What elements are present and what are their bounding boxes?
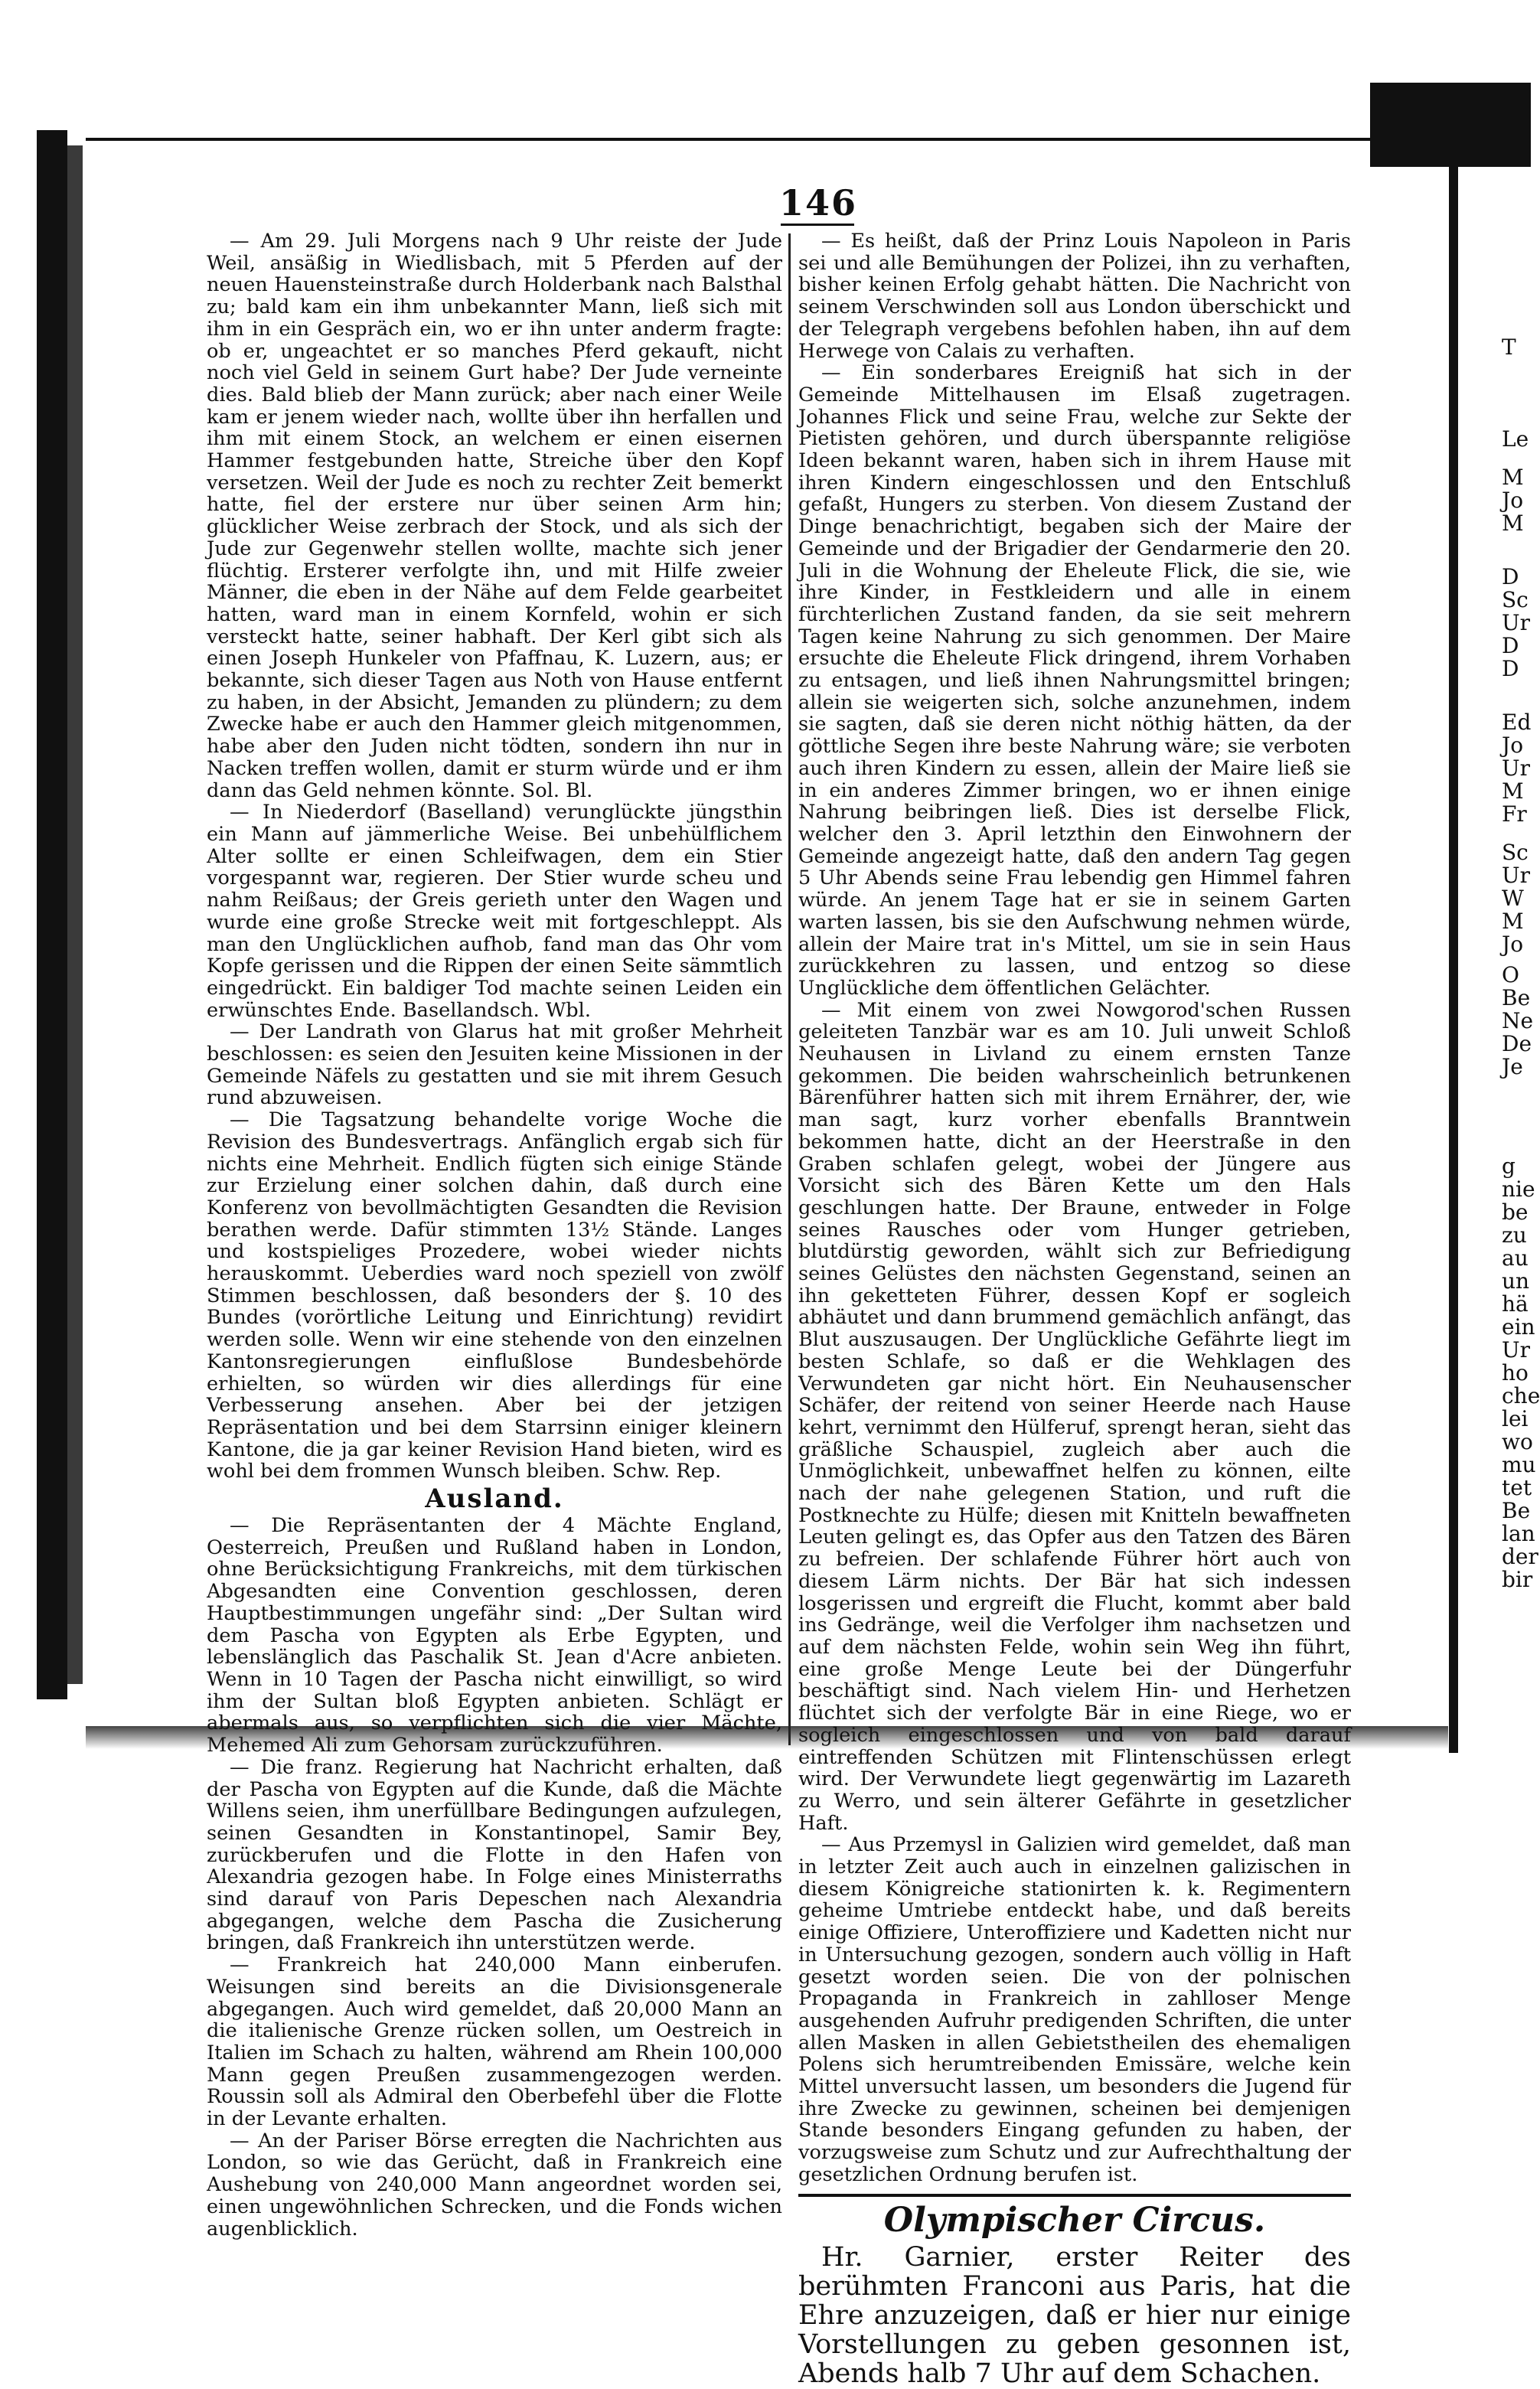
facing-page-fragment: Sc (1502, 587, 1529, 612)
column-divider (788, 233, 791, 1745)
article-convention: — Die Repräsentanten der 4 Mächte England, Oesterreich, Preußen und Rußland haben in London, ohne Berücksichtigung Frankreichs, mit dem türkischen Abgesandten eine Convention geschlossen, deren Hauptbestimmungen ungefähr sind: „Der Sultan wird dem Pascha von Egypten als Erbe Egypten, und lebenslänglich das Paschalik St. Jean d'Acre anbieten. Wenn in 10 Tagen der Pascha nicht einwilligt, so wird ihm der Sultan bloß Egypten anbieten. Schlägt er abermals aus, so verpflichten sich die vier Mächte, Mehemed Ali zum Gehorsam zurückzuführen. (207, 1514, 782, 1757)
facing-page-fragment: wo (1502, 1429, 1533, 1454)
facing-page-fragment: D (1502, 633, 1519, 658)
facing-page-fragment: che (1502, 1383, 1540, 1408)
facing-page-fragment: T (1502, 335, 1516, 360)
article-pascha: — Die franz. Regierung hat Nachricht erhalten, daß der Pascha von Egypten auf die Kunde, daß die Mächte Willens seien, ihm unerfüllbare Bedingungen aufzulegen, seinen Gesandten in Konstantinopel, Samir Bey, zurückberufen und die Flotte in den Hafen von Alexandria gezogen habe. In Folge eines Ministerraths sind darauf von Paris Depeschen nach Alexandria abgegangen, welche dem Pascha die Zusicherung bringen, daß Frankreich ihn unterstützen werde. (207, 1755, 782, 1955)
facing-page-fragment: Be (1502, 985, 1531, 1010)
facing-page-fragment: tet (1502, 1475, 1532, 1500)
right-column (798, 230, 1351, 2388)
facing-page-fragment: mu (1502, 1452, 1536, 1477)
book-spine-edge (37, 130, 67, 1699)
article-napoleon: — Es heißt, daß der Prinz Louis Napoleon in Paris sei und alle Bemühungen der Polizei, ihn zu verhaften, bisher keinen Erfolg gehabt hätten. Die Nachricht von seinem Verschwinden soll aus London überschickt und der Telegraph vergebens befohlen haben, ihn auf dem Herwege von Calais zu verhaften. (798, 230, 1351, 363)
facing-page-fragment: hä (1502, 1291, 1529, 1317)
section-title-ausland: Ausland. (425, 1483, 564, 1515)
facing-page-fragment: g (1502, 1154, 1516, 1179)
notice-body: Hr. Garnier, erster Reiter des berühmten Franconi aus Paris, hat die Ehre anzuzeigen, daß er hier nur einige Vorstellungen zu geben gesonnen ist, Abends halb 7 Uhr auf dem Schachen. (798, 2241, 1351, 2389)
facing-page-fragment: Ed (1502, 710, 1532, 735)
facing-page-fragment: ein (1502, 1314, 1535, 1340)
article-jude-weil: — Am 29. Juli Morgens nach 9 Uhr reiste der Jude Weil, ansäßig in Wiedlisbach, mit 5 Pferden auf der neuen Hauensteinstraße durch Holderbank nach Balsthal zu; bald kam ein ihm unbekannter Mann, ließ sich mit ihm in ein Gespräch ein, wo er ihn unter anderm fragte: ob er, ungeachtet er so manches Pferd gekauft, nicht noch viel Geld in seinem Gurt habe? Der Jude verneinte dies. Bald blieb der Mann zurück; aber nach einer Weile kam er jenem wieder nach, wollte über ihn herfallen und ihm mit einem Stock, an welchem er einen eisernen Hammer festgebunden hatte, Streiche über den Kopf versetzen. Weil der Jude es noch zu rechter Zeit bemerkt hatte, fiel der erstere nur über seinen Arm hin; glücklicher Weise zerbrach der Stock, und als sich der Jude zur Gegenwehr stellen wollte, machte sich jener flüchtig. Ersterer verfolgte ihn, und mit Hilfe zweier Männer, die eben in der Nähe auf dem Felde gearbeitet hatten, ward man in einem Kornfeld, wohin er sich versteckt hatte, seiner habhaft. Der Kerl gibt sich als einen Joseph Hunkeler von Pfaffnau, K. Luzern, aus; er bekannte, sich dieser Tagen aus Noth von Hause entfernt zu haben, in der Absicht, Jemanden zu plündern; zu dem Zwecke habe er auch den Hammer gleich mitgenommen, habe aber den Juden nicht tödten, sondern ihn nur in Nacken treffen wollen, damit er sturm würde und er ihm dann das Geld nehmen könnte. Sol. Bl. (207, 230, 782, 802)
facing-page-fragment: lei (1502, 1406, 1529, 1431)
article-niederdorf: — In Niederdorf (Baselland) verunglückte jüngsthin ein Mann auf jämmerliche Weise. Bei unbehülflichem Alter sollte er einen Schleifwagen, dem ein Stier vorgespannt war, regieren. Der Stier wurde scheu und nahm Reißaus; der Greis gerieth unter den Wagen und wurde eine große Strecke weit mit fortgeschleppt. Als man den Unglücklichen aufhob, fand man das Ohr vom Kopfe gerissen und die Rippen der einen Seite sämmtlich eingedrückt. Ein baldiger Tod machte seinen Leiden ein erwünschtes Ende. Basellandsch. Wbl. (207, 801, 782, 1022)
article-glarus: — Der Landrath von Glarus hat mit großer Mehrheit beschlossen: es seien den Jesuiten keine Missionen in der Gemeinde Näfels zu gestatten und sie mit ihrem Gesuch rund abzuweisen. (207, 1020, 782, 1110)
notice-text (798, 2243, 1351, 2388)
facing-page-fragment: be (1502, 1199, 1529, 1225)
facing-page-fragment: Ne (1502, 1008, 1534, 1033)
facing-page-fragment: au (1502, 1245, 1529, 1271)
facing-page-fragment: un (1502, 1268, 1530, 1294)
facing-page-fragment: nie (1502, 1177, 1535, 1202)
facing-page-fragment: Be (1502, 1498, 1531, 1523)
facing-page-fragment: Jo (1502, 932, 1524, 957)
book-spine-shadow (67, 145, 83, 1684)
facing-page-fragment: W (1502, 886, 1524, 911)
article-przemysl: — Aus Przemysl in Galizien wird gemeldet, daß man in letzter Zeit auch auch in einzelnen galizischen in diesem Königreiche stationirten k. k. Regimentern geheime Umtriebe entdeckt habe, und daß bereits einige Offiziere, Unteroffiziere und Kadetten nicht nur in Untersuchung gezogen, sondern auch völlig in Haft gesetzt worden seien. Die von der polnischen Propaganda in Frankreich in zahlloser Menge ausgehenden Aufruhr predigenden Schriften, die unter allen Masken in allen Gebietstheilen des ehemaligen Polens sich herumtreibenden Emissäre, welche kein Mittel unversucht lassen, um besonders die Jugend für ihre Zwecke zu gewinnen, scheinen bei demjenigen Stande besonders Eingang gefunden zu haben, der vorzugsweise zum Schutz und zur Aufrechthaltung der gesetzlichen Ordnung berufen ist. (798, 1833, 1351, 2186)
article-tagsatzung: — Die Tagsatzung behandelte vorige Woche die Revision des Bundesvertrags. Anfänglich ergab sich für nichts eine Mehrheit. Endlich fügten sich einige Stände zur Erzielung einer solchen dahin, daß durch eine Konferenz von bevollmächtigten Gesandten die Revision berathen werde. Dafür stimmten 13½ Stände. Langes und kostspieliges Prozedere, wobei wieder nichts herauskommt. Ueberdies ward noch speziell von zwölf Stimmen beschlossen, daß besonders der §. 10 des Bundes (vorörtliche Leitung und Einrichtung) revidirt werden solle. Wenn wir eine stehende von den einzelnen Kantonsregierungen einflußlose Bundesbehörde erhielten, so würden wir dies allerdings für eine Verbesserung ansehen. Aber bei der jetzigen Repräsentation und bei dem Starrsinn einiger kleinern Kantone, die ja gar keiner Revision Hand bieten, wird es wohl bei dem frommen Wunsch bleiben. Schw. Rep. (207, 1108, 782, 1483)
facing-page-fragment: Sc (1502, 840, 1529, 865)
facing-page-fragment: der (1502, 1544, 1538, 1569)
facing-page-fragment: M (1502, 778, 1524, 804)
article-boerse: — An der Pariser Börse erregten die Nachrichten aus London, so wie das Gerücht, daß in Frankreich eine Aushebung von 240,000 Mann angeordnet worden sei, einen ungewöhnlichen Schrecken, und die Fonds wichen augenblicklich. (207, 2129, 782, 2241)
notice-rule (798, 2194, 1351, 2197)
article-tanzbaer: — Mit einem von zwei Nowgorod'schen Russen geleiteten Tanzbär war es am 10. Juli unweit Schloß Neuhausen in Livland zu einem ernsten Tanze gekommen. Die beiden wahrscheinlich betrunkenen Bärenführer hatten sich mit ihrem Ernährer, der, wie man sagt, kurz vorher ebenfalls Branntwein bekommen hatte, dicht an der Heerstraße in den Graben schlafen gelegt, wobei der Jüngere aus Vorsicht sich des Bären Kette um den Hals geschlungen hatte. Der Braune, entweder in Folge seines Rausches oder vom Hunger getrieben, blutdürstig geworden, wählt sich zur Befriedigung seines Gelüstes den nächsten Gegenstand, seinen an ihn geketteten Führer, dessen Kopf er sogleich abhäutet und dann brummend gemächlich anfängt, das Blut auszusaugen. Der Unglückliche Gefährte liegt im besten Schlafe, so daß er die Wehklagen des Verwundeten gar nicht hört. Ein Neuhausenscher Schäfer, der reitend von seiner Heerde nach Hause kehrt, vernimmt den Hülferuf, sprengt heran, sieht das gräßliche Schauspiel, zugleich aber auch die Unmöglichkeit, unbewaffnet helfen zu können, eilte nach der nahe gelegenen Station, und ruft die Postknechte zu Hülfe; diesen mit Knitteln bewaffneten Leuten gelingt es, das Opfer aus den Tatzen des Bären zu befreien. Der schlafende Führer hört auch von diesem Lärm nichts. Der Bär hat sich indessen losgerissen und ergreift die Flucht, kommt aber bald ins Gedränge, weil die Verfolger ihm nachsetzen und auf dem nächsten Felde, wohin sein Weg ihn führt, eine große Menge Leute bei der Düngerfuhr beschäftigt sind. Nach vielem Hin- und Herhetzen flüchtet sich der verfolgte Bär in eine Riege, wo er sogleich eingeschlossen und von bald darauf eintreffenden Schützen mit Flintenschüssen erlegt wird. Der Verwundete liegt gegenwärtig im Lazareth zu Werro, und sein älterer Gefährte in gesetzlicher Haft. (798, 998, 1351, 1835)
facing-page-fragment: Jo (1502, 488, 1524, 513)
facing-page-fragment: O (1502, 962, 1519, 987)
facing-page-fragment: bir (1502, 1567, 1533, 1592)
facing-page-fragment: lan (1502, 1521, 1535, 1546)
facing-page-edge (1449, 161, 1458, 1753)
facing-page-fragment: M (1502, 465, 1524, 490)
page-number-rule (781, 224, 854, 226)
facing-page-fragment: Jo (1502, 733, 1524, 758)
facing-page-fragment: De (1502, 1031, 1532, 1056)
article-frankreich: — Frankreich hat 240,000 Mann einberufen. Weisungen sind bereits an die Divisionsgenerale abgegangen. Auch wird gemeldet, daß 20,000 Mann an die italienische Grenze rücken sollen, um Oestreich in Italien im Schach zu halten, während am Rhein 100,000 Mann gegen Preußen zusammengezogen werden. Roussin soll als Admiral den Oberbefehl über die Flotte in der Levante erhalten. (207, 1953, 782, 2131)
facing-page-fragment: zu (1502, 1222, 1527, 1248)
notice-title: Olympischer Circus. (883, 2200, 1266, 2240)
facing-page-fragment: Le (1502, 426, 1529, 452)
facing-page-fragment: Ur (1502, 863, 1530, 888)
page-number: 146 (779, 182, 858, 224)
scan-margin-left (0, 0, 32, 2025)
facing-page-fragment: Fr (1502, 801, 1527, 827)
facing-page-fragment: D (1502, 656, 1519, 681)
facing-page-fragment: ho (1502, 1360, 1529, 1385)
facing-page-fragment: Ur (1502, 756, 1530, 781)
left-column (207, 230, 782, 2240)
facing-page-fragment: M (1502, 511, 1524, 536)
facing-page-fragment: M (1502, 909, 1524, 934)
facing-page-fragment: Ur (1502, 1337, 1530, 1363)
facing-page-fragment: Ur (1502, 610, 1530, 635)
article-mittelhausen: — Ein sonderbares Ereigniß hat sich in der Gemeinde Mittelhausen im Elsaß zugetragen. Johannes Flick und seine Frau, welche zur Sekte der Pietisten gehören, und durch überspannte religiöse Ideen bekannt waren, haben sich in ihrem Hause mit ihren Kindern eingeschlossen und den Entschluß gefaßt, Hungers zu sterben. Von diesem Zustand der Dinge benachrichtigt, begaben sich der Maire der Gemeinde und der Brigadier der Gendarmerie den 20. Juli in die Wohnung der Eheleute Flick, die sie, wie ihre Kinder, in Festkleidern und alle in einem fürchterlichen Zustand fanden, da sie seit mehrern Tagen keine Nahrung zu sich genommen. Der Maire ersuchte die Eheleute Flick dringend, ihrem Vorhaben zu entsagen, und ließ ihnen Nahrungsmittel bringen; allein sie weigerten sich, solche anzunehmen, indem sie sagten, daß sie deren nicht nöthig hätten, da der göttliche Segen ihre beste Nahrung wäre; sie verboten auch ihren Kindern zu essen, allein der Maire ließ sie in ein anderes Zimmer bringen, wo er ihnen einige Nahrung beibringen ließ. Dies ist derselbe Flick, welcher den 3. April letzthin den Einwohnern der Gemeinde angezeigt hatte, daß den andern Tag gegen 5 Uhr Abends seine Frau lebendig gen Himmel fahren würde. An jenem Tage hat er sie in seinem Garten warten lassen, bis sie den Aufschwung nehmen würde, allein der Maire trat in's Mittel, um sie in sein Haus zurückkehren zu lassen, und entzog so diese Unglückliche dem öffentlichen Gelächter. (798, 361, 1351, 1000)
facing-page-fragment: D (1502, 564, 1519, 589)
facing-page-fragment: Je (1502, 1054, 1523, 1079)
